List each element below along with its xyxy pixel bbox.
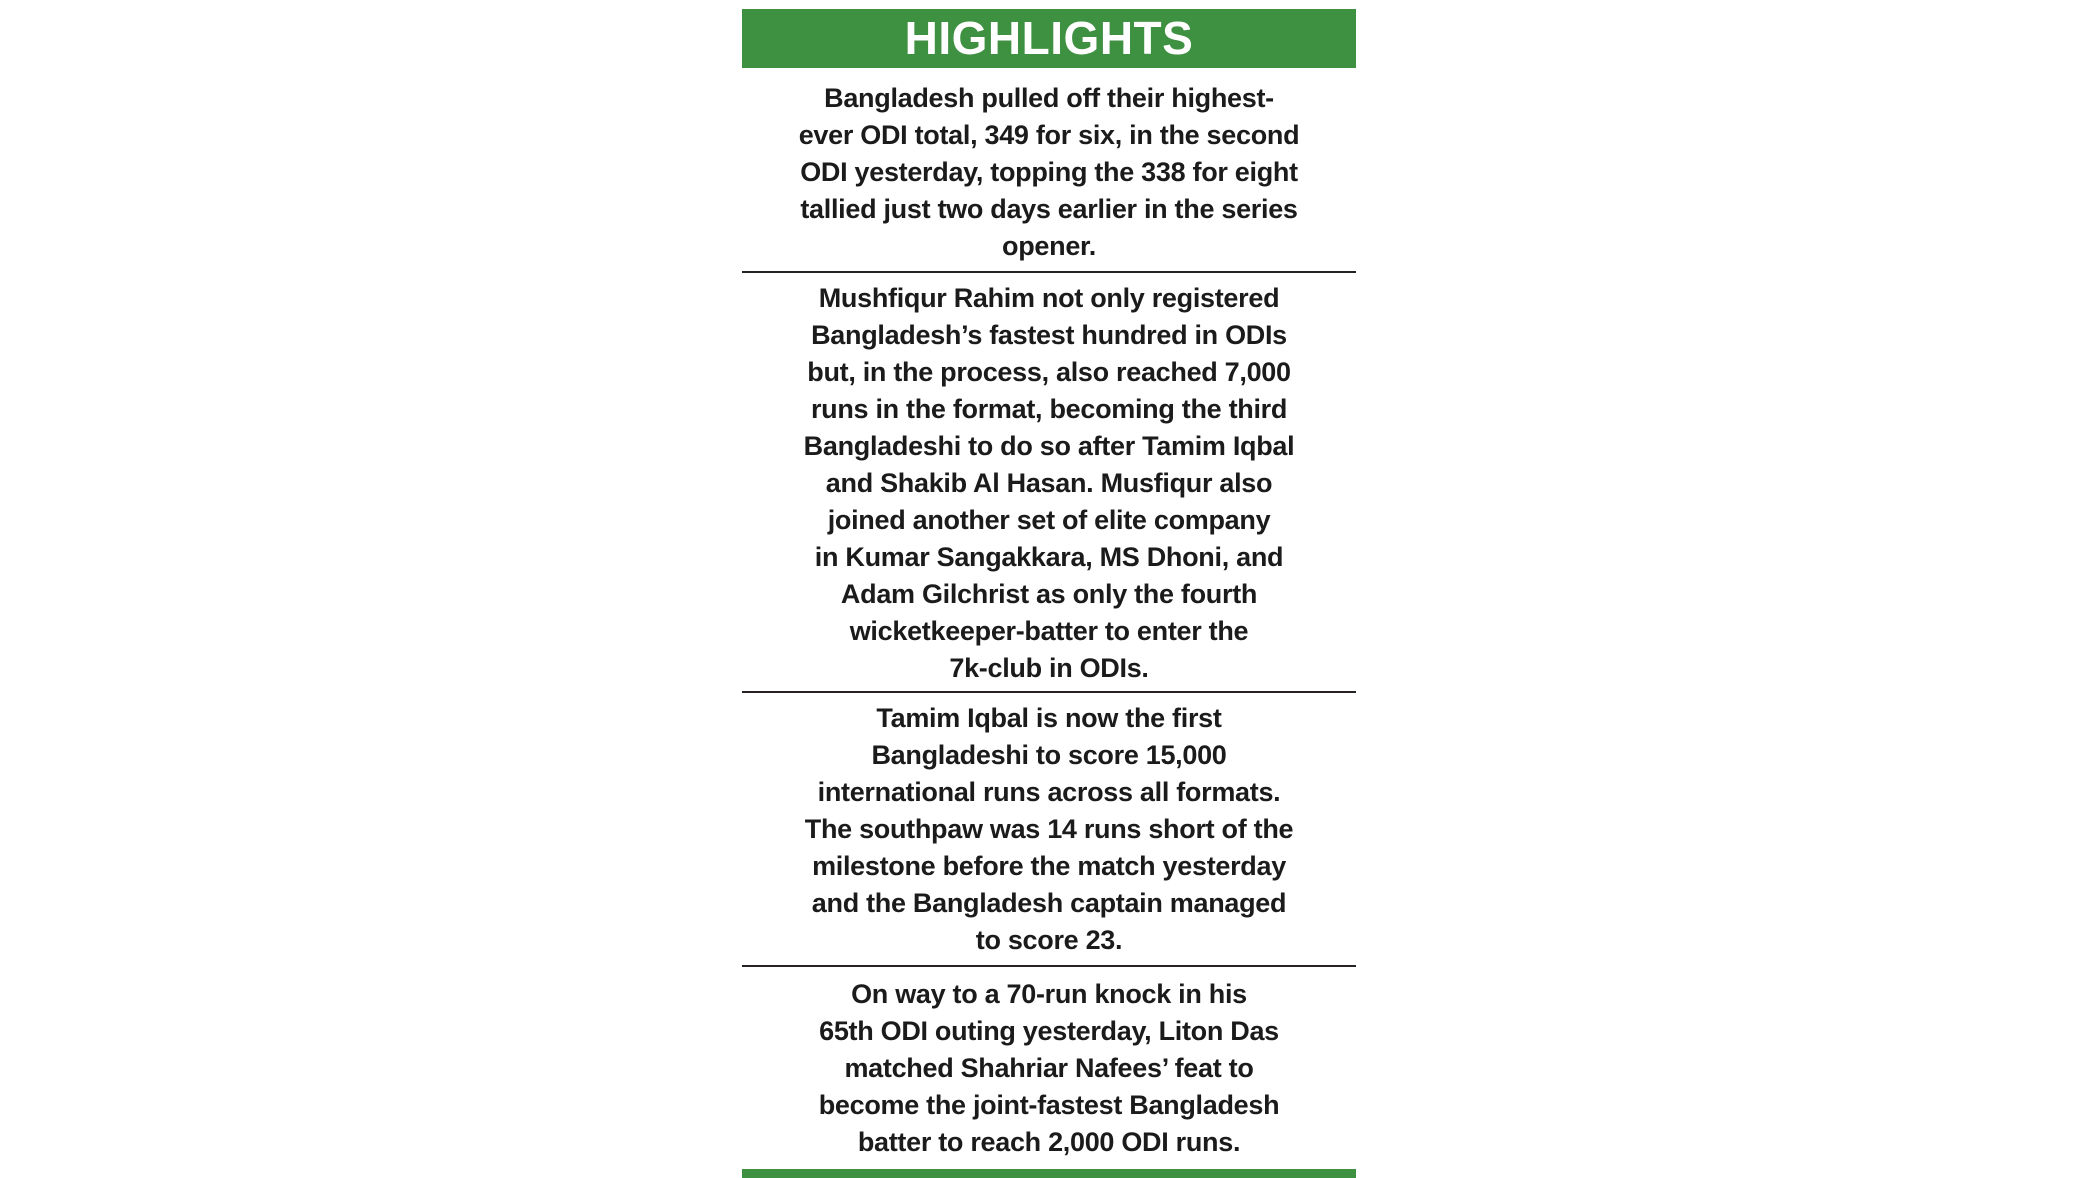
bottom-green-bar xyxy=(742,1169,1356,1178)
text-line: Tamim Iqbal is now the first xyxy=(876,703,1222,733)
text-line: become the joint-fastest Bangladesh xyxy=(818,1090,1280,1120)
text-line: but, in the process, also reached 7,000 xyxy=(807,357,1291,387)
text-line: Bangladesh’s fastest hundred in ODIs xyxy=(811,320,1287,350)
highlight-item-3 xyxy=(742,693,1356,965)
text-line: in Kumar Sangakkara, MS Dhoni, and xyxy=(814,542,1284,572)
text-line: Bangladesh pulled off their highest- xyxy=(824,83,1274,113)
text-line: ever ODI total, 349 for six, in the second xyxy=(798,120,1300,150)
text-line: ODI yesterday, topping the 338 for eight xyxy=(800,157,1298,187)
text-line: and Shakib Al Hasan. Musfiqur also xyxy=(825,468,1273,498)
highlights-title: HIGHLIGHTS xyxy=(904,12,1194,64)
highlight-item-4 xyxy=(742,967,1356,1169)
text-line: wicketkeeper-batter to enter the xyxy=(849,616,1249,646)
text-line: Mushfiqur Rahim not only registered xyxy=(818,283,1280,313)
text-line: runs in the format, becoming the third xyxy=(810,394,1288,424)
highlight-item-2 xyxy=(742,273,1356,691)
text-line: Bangladeshi to do so after Tamim Iqbal xyxy=(803,431,1295,461)
text-line: to score 23. xyxy=(975,925,1123,955)
text-line: and the Bangladesh captain managed xyxy=(811,888,1287,918)
text-line: 7k-club in ODIs. xyxy=(949,653,1149,683)
highlight-item-1 xyxy=(742,68,1356,271)
text-line: On way to a 70-run knock in his xyxy=(851,979,1247,1009)
text-line: Adam Gilchrist as only the fourth xyxy=(840,579,1258,609)
highlights-header xyxy=(742,9,1356,68)
text-line: Bangladeshi to score 15,000 xyxy=(871,740,1227,770)
text-line: milestone before the match yesterday xyxy=(812,851,1286,881)
text-line: joined another set of elite company xyxy=(827,505,1271,535)
text-line: 65th ODI outing yesterday, Liton Das xyxy=(819,1016,1279,1046)
text-line: batter to reach 2,000 ODI runs. xyxy=(857,1127,1241,1157)
text-line: tallied just two days earlier in the series xyxy=(800,194,1298,224)
text-line: international runs across all formats. xyxy=(817,777,1281,807)
text-line: The southpaw was 14 runs short of the xyxy=(804,814,1294,844)
text-line: matched Shahriar Nafees’ feat to xyxy=(844,1053,1254,1083)
text-line: opener. xyxy=(1002,231,1096,261)
highlights-panel xyxy=(742,9,1356,1178)
